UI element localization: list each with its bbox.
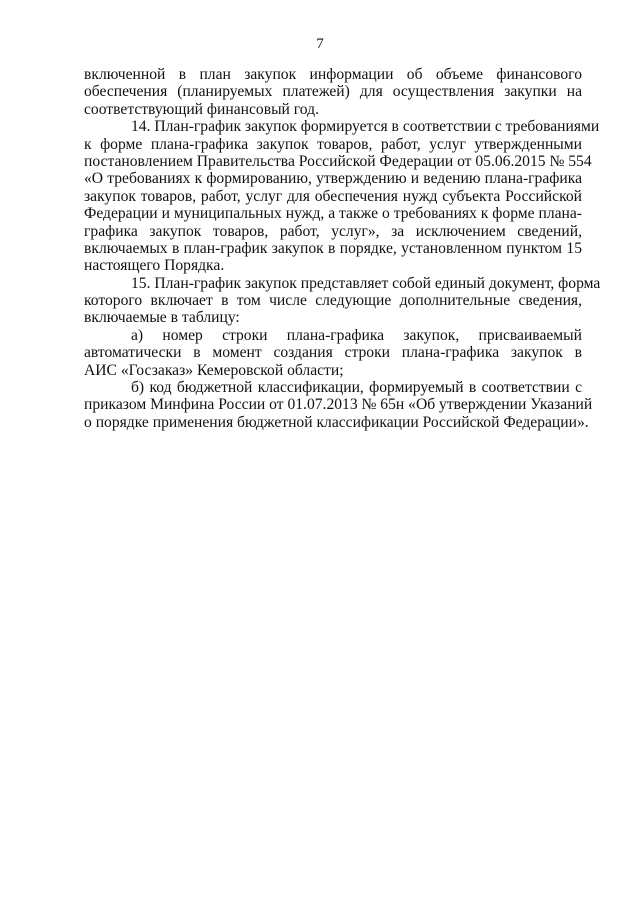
text-line: 14. План-график закупок формируется в соответствии с требованиями xyxy=(131,118,600,136)
text-line: соответствующий финансовый год. xyxy=(84,100,319,118)
text-line: закупок товаров, работ, услуг для обеспечения нужд субъекта Российской xyxy=(84,187,582,205)
text-line: а) номер строки плана-графика закупок, присваиваемый xyxy=(131,326,582,344)
text-line: автоматически в момент создания строки плана-графика закупок в xyxy=(84,344,582,362)
text-line: Федерации и муниципальных нужд, а также о требованиях к форме плана- xyxy=(84,205,582,223)
text-line: о порядке применения бюджетной классификации Российской Федерации». xyxy=(84,413,589,431)
text-line: настоящего Порядка. xyxy=(84,257,225,275)
text-line: постановлением Правительства Российской Федерации от 05.06.2015 № 554 xyxy=(84,152,592,170)
paragraph xyxy=(84,66,582,118)
document-body xyxy=(84,66,601,431)
text-line: графика закупок товаров, работ, услуг», за исключением сведений, xyxy=(84,222,582,240)
paragraph xyxy=(84,274,601,327)
page-number: 7 xyxy=(316,36,324,52)
paragraph xyxy=(84,379,593,431)
text-line: б) код бюджетной классификации, формируемый в соответствии с xyxy=(131,379,582,397)
text-line: которого включает в том числе следующие дополнительные сведения, xyxy=(84,292,582,310)
text-line: обеспечения (планируемых платежей) для осуществления закупки на xyxy=(84,83,582,101)
text-line: АИС «Госзаказ» Кемеровской области; xyxy=(84,361,344,379)
paragraph xyxy=(84,327,582,379)
text-line: к форме плана-графика закупок товаров, работ, услуг утвержденными xyxy=(84,135,582,153)
paragraph xyxy=(84,118,600,275)
text-line: «О требованиях к формированию, утверждению и ведению плана-графика xyxy=(84,170,582,188)
text-line: 15. План-график закупок представляет собой единый документ, форма xyxy=(131,274,601,292)
text-line: включаемых в план-график закупок в порядке, установленном пунктом 15 xyxy=(84,239,582,257)
text-line: приказом Минфина России от 01.07.2013 № 65н «Об утверждении Указаний xyxy=(84,396,593,414)
text-line: включенной в план закупок информации об объеме финансового xyxy=(84,66,582,83)
text-line: включаемые в таблицу: xyxy=(84,309,240,327)
